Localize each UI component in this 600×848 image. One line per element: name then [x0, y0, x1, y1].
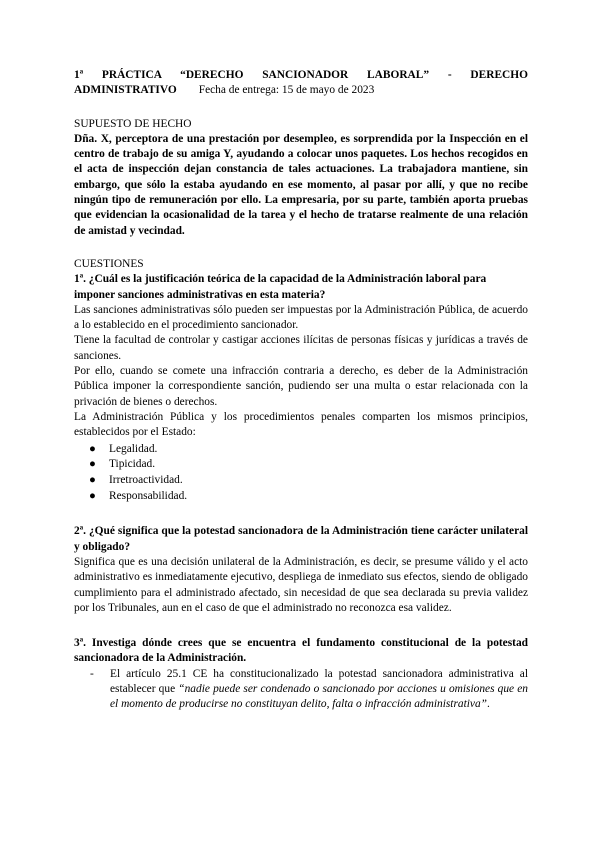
answer-3 — [74, 667, 528, 713]
answer-3-end: . — [487, 698, 490, 711]
question-3: 3ª. Investiga dónde crees que se encuentra el fundamento constitucional de la potestad sancionadora de la Administración. — [74, 637, 528, 665]
supuesto-text: Dña. X, perceptora de una prestación por desempleo, es sorprendida por la Inspección en el centro de trabajo de su amiga Y, ayudando a colocar unos paquetes. Los hechos recogidos en el acta de inspección dejan constancia de tales actuaciones. La trabajadora mantiene, sin embargo, que sólo la estaba ayudando en ese momento, al pasar por allí, y que no recibe ningún tipo de remuneración por ello. La empresaria, por su parte, también aporta pruebas que evidencian la ocasionalidad de la tarea y el hecho de tratarse realmente de una relación de amistad y vecindad. — [74, 132, 528, 237]
document-title — [74, 68, 528, 99]
list-item: ● Tipicidad. — [74, 457, 528, 473]
title-main: 1ª PRÁCTICA “DERECHO SANCIONADOR LABORAL” - DERECHO ADMINISTRATIVO — [74, 69, 528, 97]
answer-1-paragraph: Las sanciones administrativas sólo pueden ser impuestas por la Administración Pública, de acuerdo a lo establecido en el procedimiento sancionador. — [74, 303, 528, 332]
answer-3-quote: “nadie puede ser condenado o sancionado por acciones u omisiones que en el momento de producirse no constituyan delito, falta o infracción administrativa” — [110, 683, 528, 711]
bullet-icon: ● — [89, 489, 96, 502]
cuestiones-heading: CUESTIONES — [74, 257, 144, 270]
list-item: ● Legalidad. — [74, 442, 528, 458]
list-item: ● Irretroactividad. — [74, 473, 528, 489]
list-item: ● Responsabilidad. — [74, 489, 528, 505]
answer-1-paragraph: Tiene la facultad de controlar y castigar acciones ilícitas de personas físicas y jurídicas a través de sanciones. — [74, 334, 528, 362]
principles-list — [74, 442, 528, 505]
delivery-date: Fecha de entrega: 15 de mayo de 2023 — [198, 84, 375, 97]
question-1: 1ª. ¿Cuál es la justificación teórica de la capacidad de la Administración laboral para imponer sanciones administrativas en esta materia? — [74, 273, 487, 301]
bullet-icon: ● — [89, 458, 96, 471]
bullet-icon: ● — [89, 473, 96, 486]
answer-1-paragraph: Por ello, cuando se comete una infracción contraria a derecho, es deber de la Administración Pública imponer la correspondiente sanción, pudiendo ser una multa o estar relacionada con la privación de bienes o derechos. — [74, 365, 528, 408]
answer-3-intro: El artículo 25.1 CE ha constitucionalizado la potestad sancionadora administrativa al establecer que — [110, 667, 528, 696]
answer-1-paragraph: La Administración Pública y los procedimientos penales comparten los mismos principios, establecidos por el Estado: — [74, 410, 528, 439]
answer-2: Significa que es una decisión unilateral de la Administración, es decir, se presume válido y el acto administrativo es inmediatamente ejecutivo, despliega de inmediato sus efectos, siendo de obligado cumplimiento para el administrado afectado, sin necesidad de que sea declarada su previa validez por los Tribunales, aun en el caso de que el administrado no reconozca esa validez. — [74, 555, 528, 614]
document-page — [74, 68, 528, 713]
question-2: 2ª. ¿Qué significa que la potestad sancionadora de la Administración tiene carácter unilateral y obligado? — [74, 525, 528, 553]
supuesto-heading: SUPUESTO DE HECHO — [74, 117, 192, 130]
bullet-icon: ● — [89, 442, 96, 455]
dash-marker: - — [90, 667, 94, 680]
